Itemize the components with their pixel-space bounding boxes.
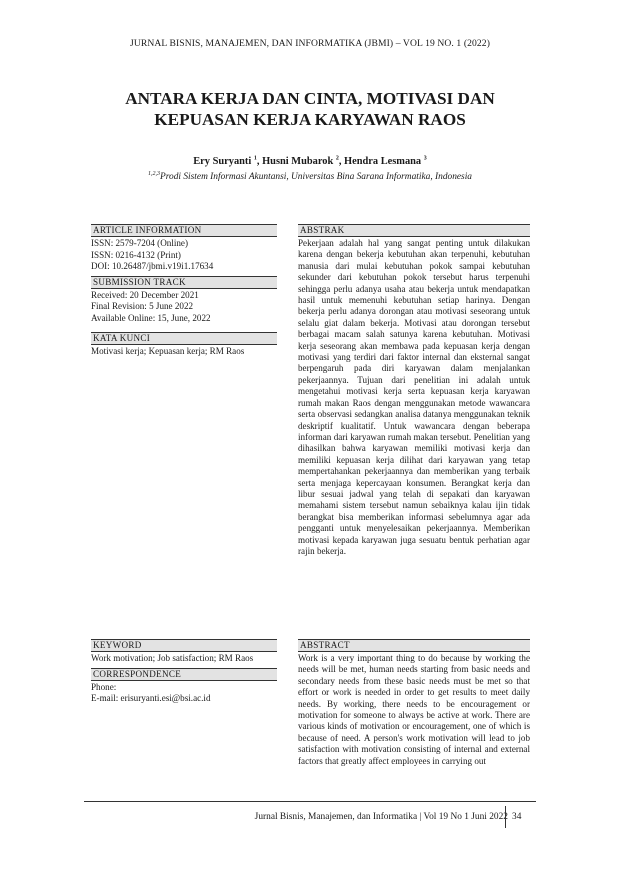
affiliation [0, 172, 620, 182]
abstract-text: Work is a very important thing to do because by working the needs will be met, human needs starting from basic needs and secondary needs from these basic needs must be met so that effort or work is needed in order to get results to meet daily needs. By working, there needs to be encouragement or motivation for someone to always be active at work. There are various kinds of motivation or encouragement, one of which is because of need. A person's work motivation will lead to job satisfaction with motivation consisting of internal and external factors that greatly affect employees in carrying out [298, 653, 530, 766]
author-3: Hendra Lesmana [344, 156, 422, 167]
author-separator: , [338, 156, 345, 167]
journal-running-header: JURNAL BISNIS, MANAJEMEN, DAN INFORMATIKA (JBMI) – VOL 19 NO. 1 (2022) [129, 38, 491, 49]
issn-online: ISSN: 2579-7204 (Online) [91, 238, 188, 248]
author-list [0, 156, 620, 167]
received-date: Received: 20 December 2021 [91, 289, 199, 300]
article-info-panel [91, 224, 277, 360]
author-separator: , [256, 156, 263, 167]
final-revision-date: Final Revision: 5 June 2022 [91, 301, 194, 312]
correspondence-body [91, 681, 277, 708]
author-3-affiliation-mark: 3 [423, 155, 427, 162]
paper-title-line-1: ANTARA KERJA DAN CINTA, MOTIVASI DAN [125, 89, 495, 108]
abstrak-panel [298, 224, 530, 560]
phone-label: Phone: [91, 681, 117, 692]
author-1-affiliation-mark: 1 [253, 155, 257, 162]
submission-track-heading: SUBMISSION TRACK [91, 276, 277, 289]
keyword-text: Work motivation; Job satisfaction; RM Raos [91, 653, 254, 663]
page-number-divider [505, 806, 506, 828]
author-2: Husni Mubarok [262, 156, 334, 167]
footer-divider [84, 801, 536, 802]
page-number: 34 [512, 812, 522, 822]
footer-citation: Jurnal Bisnis, Manajemen, dan Informatika | Vol 19 No 1 Juni 2022 [254, 812, 508, 822]
article-information-heading: ARTICLE INFORMATION [91, 224, 277, 237]
submission-track-body [91, 289, 277, 328]
kata-kunci-text: Motivasi kerja; Kepuasan kerja; RM Raos [91, 345, 245, 356]
paper-title [0, 88, 620, 130]
email-label: E-mail: [91, 693, 121, 704]
keyword-panel [91, 639, 277, 708]
keyword-heading: KEYWORD [91, 639, 277, 652]
abstrak-heading: ABSTRAK [298, 224, 530, 237]
abstract-heading: ABSTRACT [298, 639, 530, 652]
abstrak-text: Pekerjaan adalah hal yang sangat penting untuk dilakukan karena dengan bekerja kebutuhan akan terpenuhi, kebutuhan manusia dari mulai kebutuhan pokok sampai kebutuhan sekunder dari kebutuhan pokok tersebut harus terpenuhi sehingga perlu adanya usaha atau bekerja untuk mendapatkan hasil untuk memenuhi kebutuhan setiap harinya. Dengan bekerja perlu adanya dorongan atau motivasi seseorang untuk selalu giat dalam bekerja. Motivasi atau dorongan tersebut berbagai macam salah satunya karena kebutuhan. Motivasi kerja seseorang akan membawa pada kepuasan kerja dengan motivasi yang terdiri dari faktor internal dan eksternal sangat berpengaruh pada diri karyawan dalam menjalankan pekerjaannya. Tujuan dari penelitian ini adalah untuk mengetahui motivasi kerja serta kepuasan kerja karyawan rumah makan Raos dengan menggunakan metode wawancara serta observasi sedangkan analisa datanya menggunakan teknik deskriptif kualitatif. Untuk wawancara dengan beberapa informan dari karyawan rumah makan tersebut. Penelitian yang dihasilkan bahwa karyawan memiliki motivasi kerja dan memiliki kepuasan kerja dilihat dari karyawan yang tetap mempertahankan pekerjaannya dan memberikan yang terbaik serta menjaga kepercayaan konsumen. Berangkat kerja dan libur sesuai jadwal yang telah di sepakati dan karyawan memahami sistem tersebut namun sebaiknya kalau ijin tidak berangkat bisa memberikan informasi sebelumnya agar ada pengganti untuk menyelesaikan pekerjaannya. Memberikan motivasi kepada karyawan juga sesuatu bentuk perhatian agar rajin bekerja. [298, 238, 530, 556]
article-information-body [91, 237, 277, 276]
abstract-panel [298, 639, 530, 770]
email-link[interactable]: erisuryanti.esi@bsi.ac.id [120, 693, 211, 704]
email-line [91, 693, 277, 705]
issn-print: ISSN: 0216-4132 (Print) [91, 249, 181, 260]
author-2-affiliation-mark: 2 [335, 155, 339, 162]
author-1: Ery Suryanti [193, 156, 252, 167]
doi[interactable]: DOI: 10.26487/jbmi.v19i1.17634 [91, 261, 214, 272]
affiliation-text: Prodi Sistem Informasi Akuntansi, Universitas Bina Sarana Informatika, Indonesia [160, 172, 472, 182]
paper-title-line-2: KEPUASAN KERJA KARYAWAN RAOS [154, 110, 466, 129]
affiliation-mark: 1,2,3 [148, 170, 161, 177]
available-online-date: Available Online: 15, June, 2022 [91, 312, 211, 323]
kata-kunci-heading: KATA KUNCI [91, 332, 277, 345]
correspondence-heading: CORRESPONDENCE [91, 668, 277, 681]
